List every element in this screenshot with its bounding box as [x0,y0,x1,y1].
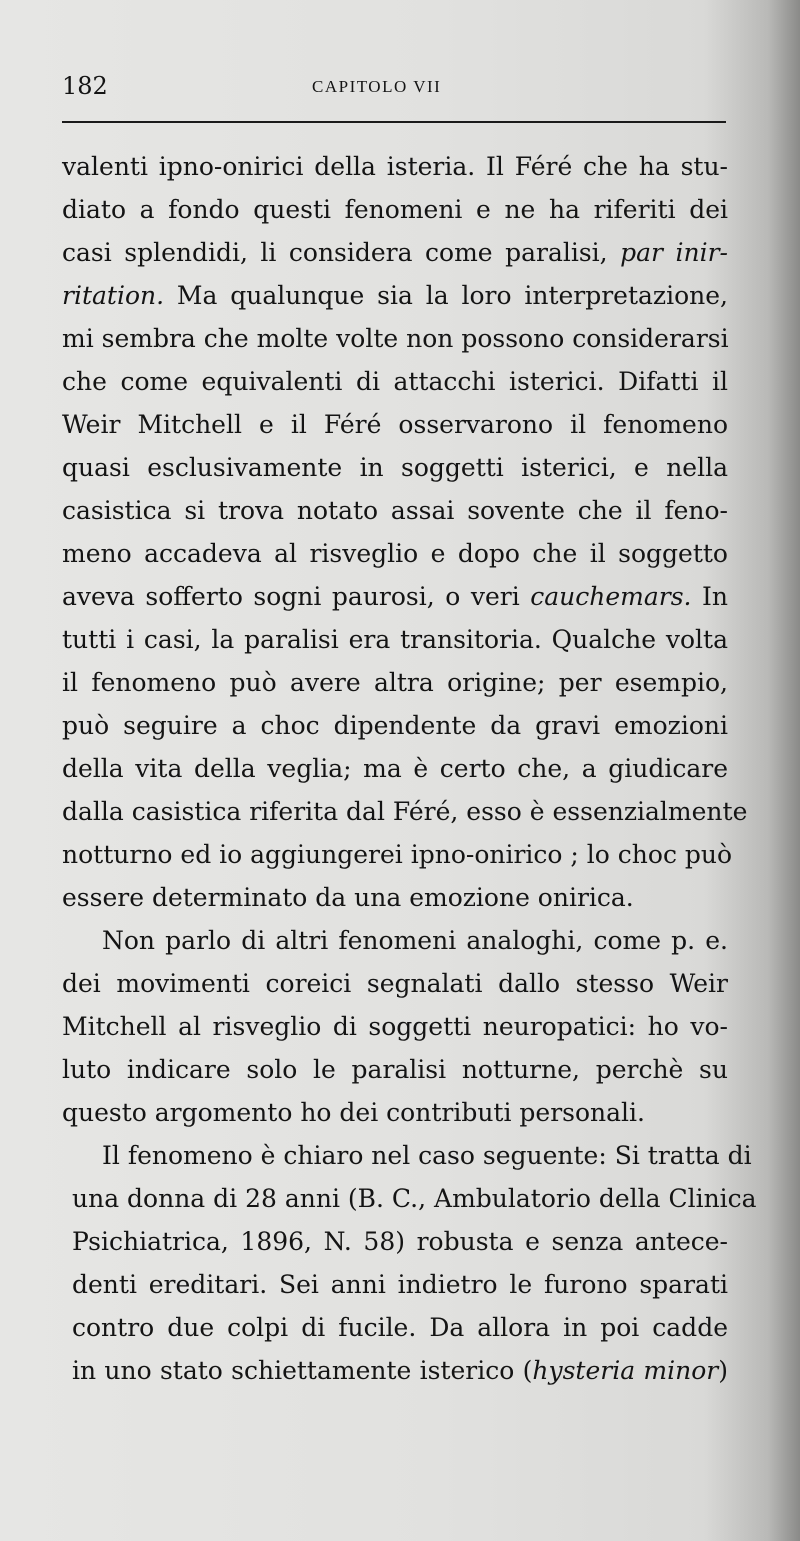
text-line: può seguire a choc dipendente da gravi emozioni [62,711,728,740]
text-line: questo argomento ho dei contributi personali. [62,1098,645,1127]
italic-phrase: cauchemars. [530,582,692,611]
text-line: casistica si trova notato assai sovente che il feno- [62,496,728,525]
text-line: una donna di 28 anni (B. C., Ambulatorio della Clinica [72,1184,757,1213]
text-line: Weir Mitchell e il Féré osservarono il fenomeno [62,410,728,439]
text-line: notturno ed io aggiungerei ipno-onirico ; lo choc può [62,840,733,869]
text-line: luto indicare solo le paralisi notturne, perchè su [62,1055,728,1084]
page-header [62,72,724,104]
italic-phrase: ritation. [62,281,165,310]
italic-phrase: par inir- [620,238,728,267]
text-line: Mitchell al risveglio di soggetti neuropatici: ho vo- [62,1012,728,1041]
text-line: tutti i casi, la paralisi era transitoria. Qualche volta [62,625,728,654]
text-line: casi splendidi, li considera come paralisi, par inir- [62,238,728,267]
text-line: che come equivalenti di attacchi isterici. Difatti il [62,367,728,396]
page-number: 182 [62,72,108,100]
running-head: CAPITOLO VII [312,77,442,96]
text-line: mi sembra che molte volte non possono considerarsi [62,324,729,353]
text-line: Non parlo di altri fenomeni analoghi, come p. e. [102,926,728,955]
text-line: valenti ipno-onirici della isteria. Il Féré che ha stu- [62,152,728,181]
text-line: ritation. Ma qualunque sia la loro interpretazione, [62,281,728,310]
text-line: diato a fondo questi fenomeni e ne ha riferiti dei [62,195,728,224]
text-line: dalla casistica riferita dal Féré, esso è essenzialmente [62,797,748,826]
text-line: denti ereditari. Sei anni indietro le furono sparati [72,1270,728,1299]
text-line: il fenomeno può avere altra origine; per esempio, [62,668,728,697]
text-line: Il fenomeno è chiaro nel caso seguente: Si tratta di [102,1141,752,1170]
text-line: essere determinato da una emozione onirica. [62,883,634,912]
text-line: Psichiatrica, 1896, N. 58) robusta e senza antece- [72,1227,728,1256]
header-rule [62,121,726,123]
text-line: dei movimenti coreici segnalati dallo stesso Weir [62,969,728,998]
body-text [62,145,757,1392]
text-line: in uno stato schiettamente isterico (hysteria minor) [72,1356,729,1385]
text-line: meno accadeva al risveglio e dopo che il soggetto [62,539,728,568]
text-line: della vita della veglia; ma è certo che, a giudicare [62,754,728,783]
italic-phrase: hysteria minor [532,1356,719,1385]
text-line: aveva sofferto sogni paurosi, o veri cauchemars. In [62,582,728,611]
text-line: contro due colpi di fucile. Da allora in poi cadde [72,1313,728,1342]
text-line: quasi esclusivamente in soggetti isterici, e nella [62,453,728,482]
